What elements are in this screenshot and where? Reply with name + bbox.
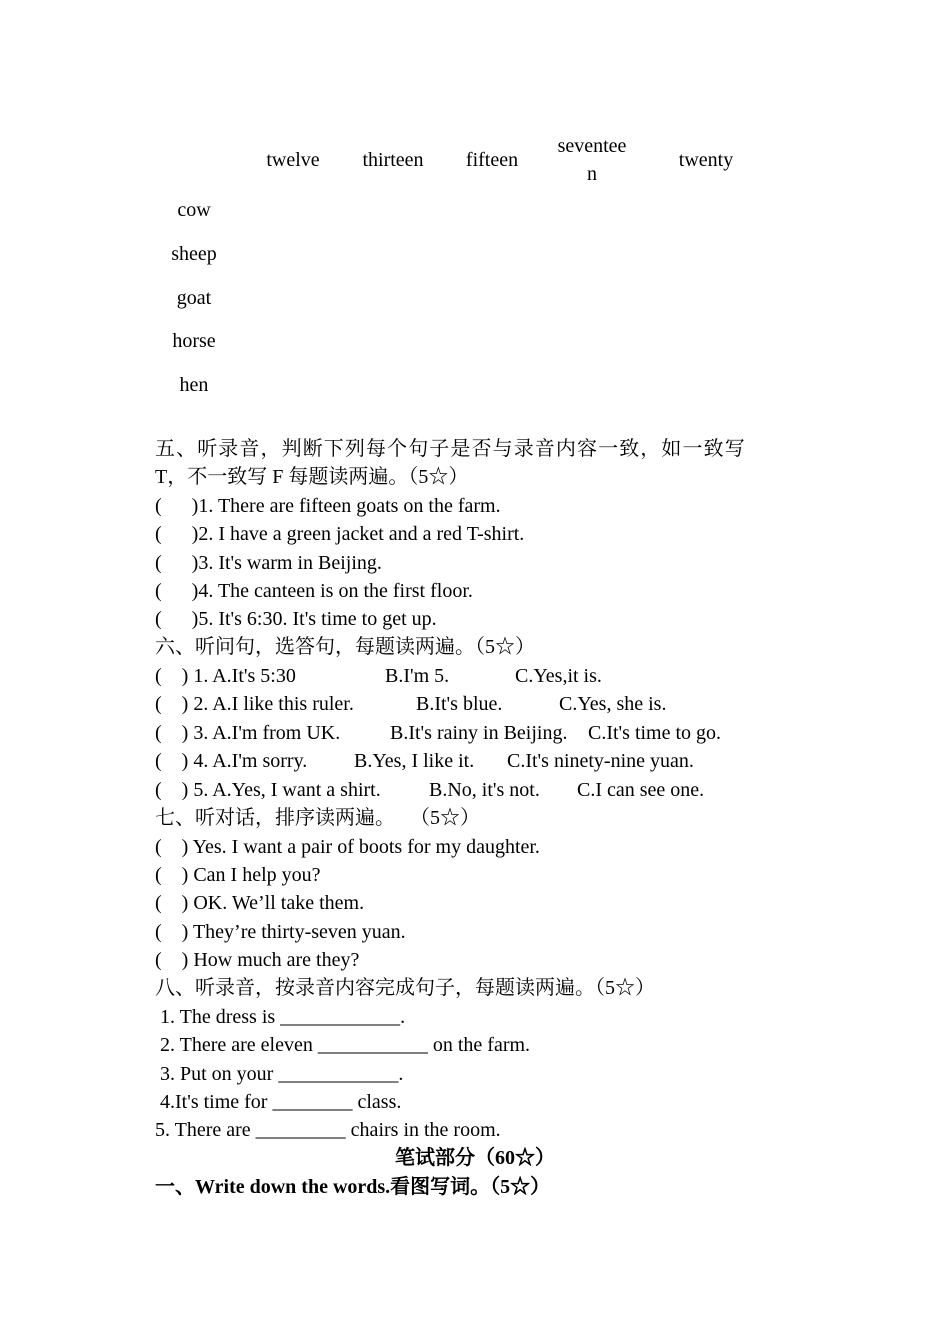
section6-item-4-c: C.It's ninety-nine yuan. [507,750,694,772]
col-header-seventeen-part1: seventee [557,135,627,157]
section6-item-2-a: ( ) 2. A.I like this ruler. [155,693,354,715]
section8-item-4: 4.It's time for ________ class. [155,1091,402,1113]
section7-heading: 七、听对话，排序读两遍。 （5☆） [155,807,480,829]
section8-item-2: 2. There are eleven ___________ on the farm. [155,1034,531,1056]
section8-item-5: 5. There are _________ chairs in the room. [155,1119,501,1141]
written-question-1-heading: 一、Write down the words.看图写词。（5☆） [155,1176,551,1198]
row-label-hen: hen [179,374,209,396]
section5-item-1: ( )1. There are fifteen goats on the farm. [155,495,501,517]
col-header-fifteen: fifteen [465,149,519,171]
section6-heading: 六、听问句，选答句，每题读两遍。（5☆） [155,636,535,658]
section6-item-3-c: C.It's time to go. [588,722,722,744]
section7-item-3: ( ) OK. We’ll take them. [155,892,365,914]
section6-item-4-b: B.Yes, I like it. [354,750,475,772]
section6-item-5-b: B.No, it's not. [429,779,540,801]
section5-item-2: ( )2. I have a green jacket and a red T-shirt. [155,523,525,545]
section8-item-1: 1. The dress is ____________. [155,1006,406,1028]
section8-heading: 八、听录音，按录音内容完成句子，每题读两遍。（5☆） [155,977,655,999]
row-label-sheep: sheep [171,243,217,265]
section5-heading-line2: T，不一致写 F 每题读两遍。（5☆） [155,466,469,488]
section6-item-5-a: ( ) 5. A.Yes, I want a shirt. [155,779,381,801]
section7-item-1: ( ) Yes. I want a pair of boots for my daughter. [155,836,540,858]
section6-item-3-a: ( ) 3. A.I'm from UK. [155,722,341,744]
section5-heading-line1: 五、听录音，判断下列每个句子是否与录音内容一致，如一致写 [155,438,746,460]
col-header-twenty: twenty [678,149,734,171]
section6-item-1-a: ( ) 1. A.It's 5:30 [155,665,296,687]
section6-item-3-b: B.It's rainy in Beijing. [390,722,568,744]
section6-item-1-c: C.Yes,it is. [515,665,602,687]
section6-item-2-b: B.It's blue. [416,693,503,715]
row-label-cow: cow [177,199,211,221]
col-header-twelve: twelve [266,149,320,171]
col-header-thirteen: thirteen [362,149,424,171]
written-part-title: 笔试部分（60☆） [395,1147,555,1169]
row-label-goat: goat [176,287,212,309]
section5-item-3: ( )3. It's warm in Beijing. [155,552,382,574]
section6-item-5-c: C.I can see one. [577,779,705,801]
section6-item-1-b: B.I'm 5. [385,665,450,687]
col-header-seventeen-part2: n [587,163,597,185]
section5-item-4: ( )4. The canteen is on the first floor. [155,580,473,602]
row-label-horse: horse [172,330,216,352]
section6-item-2-c: C.Yes, she is. [559,693,667,715]
section7-item-4: ( ) They’re thirty-seven yuan. [155,921,406,943]
section7-item-5: ( ) How much are they? [155,949,360,971]
section6-item-4-a: ( ) 4. A.I'm sorry. [155,750,308,772]
section7-item-2: ( ) Can I help you? [155,864,321,886]
section8-item-3: 3. Put on your ____________. [155,1063,404,1085]
section5-item-5: ( )5. It's 6:30. It's time to get up. [155,608,437,630]
